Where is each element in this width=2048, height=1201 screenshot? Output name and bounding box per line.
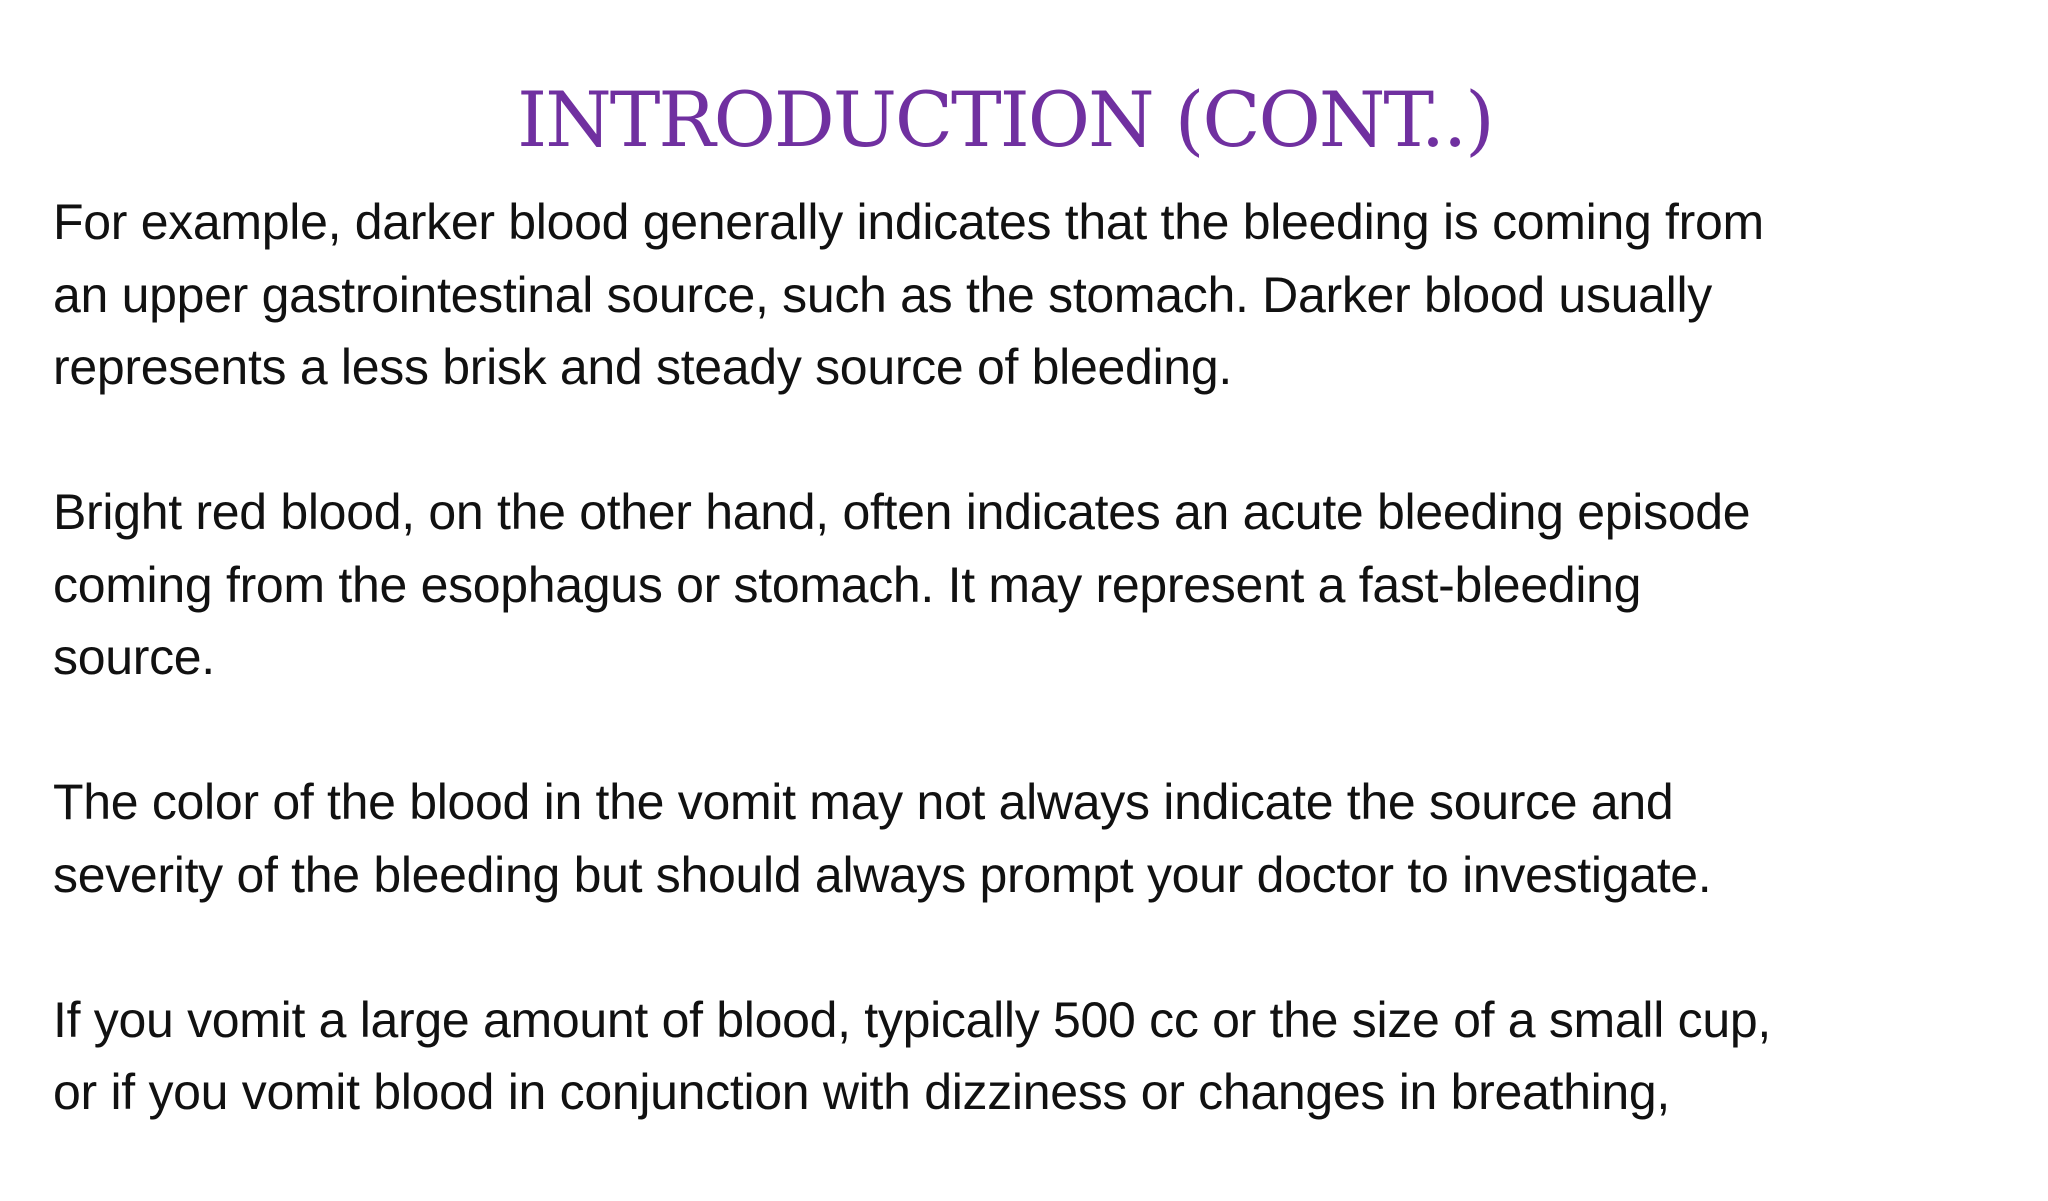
paragraph-large-amount [53, 984, 2013, 1129]
text-line: an upper gastrointestinal source, such as the stomach. Darker blood usually [53, 266, 1712, 323]
paragraph-bright-red-blood [53, 476, 2013, 694]
text-line: Bright red blood, on the other hand, often indicates an acute bleeding episode [53, 484, 1751, 540]
text-line: represents a less brisk and steady source of bleeding. [53, 339, 1232, 395]
slide-title: INTRODUCTION (CONT..) [517, 75, 1493, 164]
text-line: The color of the blood in the vomit may not always indicate the source and [53, 774, 1674, 830]
paragraph-dark-blood [53, 186, 2013, 404]
text-line: source. [53, 629, 215, 685]
text-line: or if you vomit blood in conjunction with dizziness or changes in breathing, [53, 1064, 1670, 1120]
text-line: If you vomit a large amount of blood, typically 500 cc or the size of a small cup, [53, 991, 1771, 1048]
text-line: severity of the bleeding but should always prompt your doctor to investigate. [53, 846, 1712, 903]
text-line: For example, darker blood generally indicates that the bleeding is coming from [53, 194, 1764, 250]
text-line: coming from the esophagus or stomach. It may represent a fast-bleeding [53, 556, 1642, 613]
slide-body [53, 186, 2013, 1201]
paragraph-blood-color [53, 766, 2013, 911]
